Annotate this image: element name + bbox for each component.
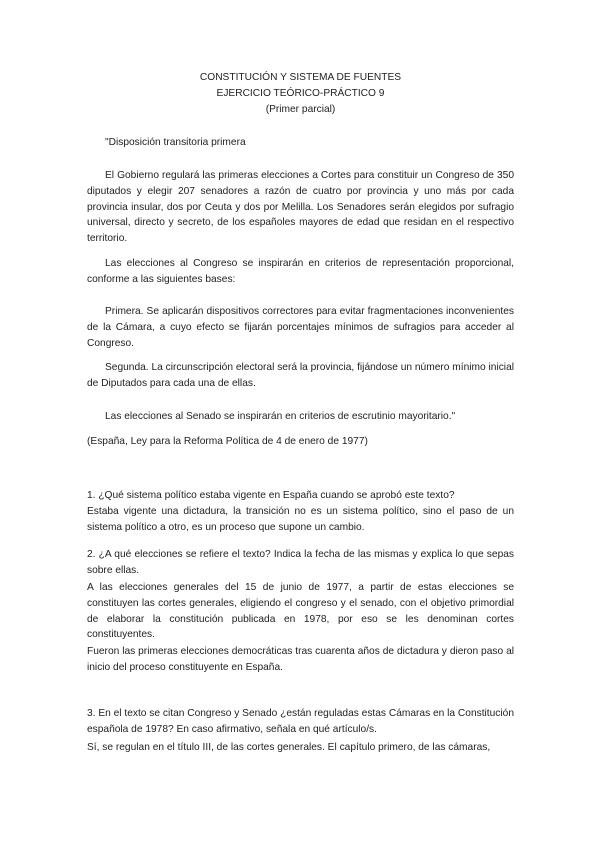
answer-3: Sí, se regulan en el título III, de las cortes generales. El capítulo primero, de las cámaras, bbox=[87, 742, 491, 753]
quote-paragraph: Segunda. La circunscripción electoral será la provincia, fijándose un número mínimo inicial de Diputados para cada una de ellas. bbox=[87, 362, 514, 389]
document-subtitle: EJERCICIO TEÓRICO-PRÁCTICO 9 bbox=[216, 87, 385, 99]
quote-paragraph: Las elecciones al Congreso se inspirarán en criterios de representación proporcional, conforme a las siguientes bases: bbox=[87, 258, 514, 285]
answer-2a: A las elecciones generales del 15 de junio de 1977, a partir de estas elecciones se constituyen las cortes generales, eligiendo el congreso y el senado, con el objetivo primordial de elaborar la constitución publicada en 1978, por eso se les denominan cortes constituyentes. bbox=[87, 582, 514, 641]
answer-1: Estaba vigente una dictadura, la transición no es un sistema político, sino el paso de un sistema político a otro, es un proceso que supone un cambio. bbox=[87, 506, 514, 533]
quote-paragraph: Las elecciones al Senado se inspirarán en criterios de escrutinio mayoritario." bbox=[105, 411, 456, 422]
quote-citation: (España, Ley para la Reforma Política de 4 de enero de 1977) bbox=[87, 436, 368, 447]
question-1: 1. ¿Qué sistema político estaba vigente en España cuando se aprobó este texto? bbox=[87, 490, 455, 501]
question-2: 2. ¿A qué elecciones se refiere el texto? Indica la fecha de las mismas y explica lo que sepas sobre ellas. bbox=[87, 549, 514, 576]
question-3: 3. En el texto se citan Congreso y Senado ¿están reguladas estas Cámaras en la Constitución española de 1978? En caso afirmativo, señala en qué artículo/s. bbox=[87, 708, 514, 735]
quote-paragraph: El Gobierno regulará las primeras elecciones a Cortes para constituir un Congreso de 350 diputados y elegir 207 senadores a razón de cuatro por provincia y uno más por cada provincia insular, dos por Ceuta y dos por Melilla. Los Senadores serán elegidos por sufragio universal, directo y secreto, de los españoles mayores de edad que residan en el respectivo territorio. bbox=[87, 170, 514, 245]
document-term: (Primer parcial) bbox=[265, 103, 336, 115]
quote-heading: "Disposición transitoria primera bbox=[105, 137, 246, 148]
quote-paragraph: Primera. Se aplicarán dispositivos correctores para evitar fragmentaciones inconvenientes de la Cámara, a cuyo efecto se fijarán porcentajes mínimos de sufragios para acceder al Congreso. bbox=[87, 306, 514, 349]
document-title: CONSTITUCIÓN Y SISTEMA DE FUENTES bbox=[199, 72, 402, 83]
answer-2b: Fueron las primeras elecciones democráticas tras cuarenta años de dictadura y dieron paso al inicio del proceso constituyente en España. bbox=[87, 646, 514, 673]
document-header bbox=[87, 70, 514, 117]
